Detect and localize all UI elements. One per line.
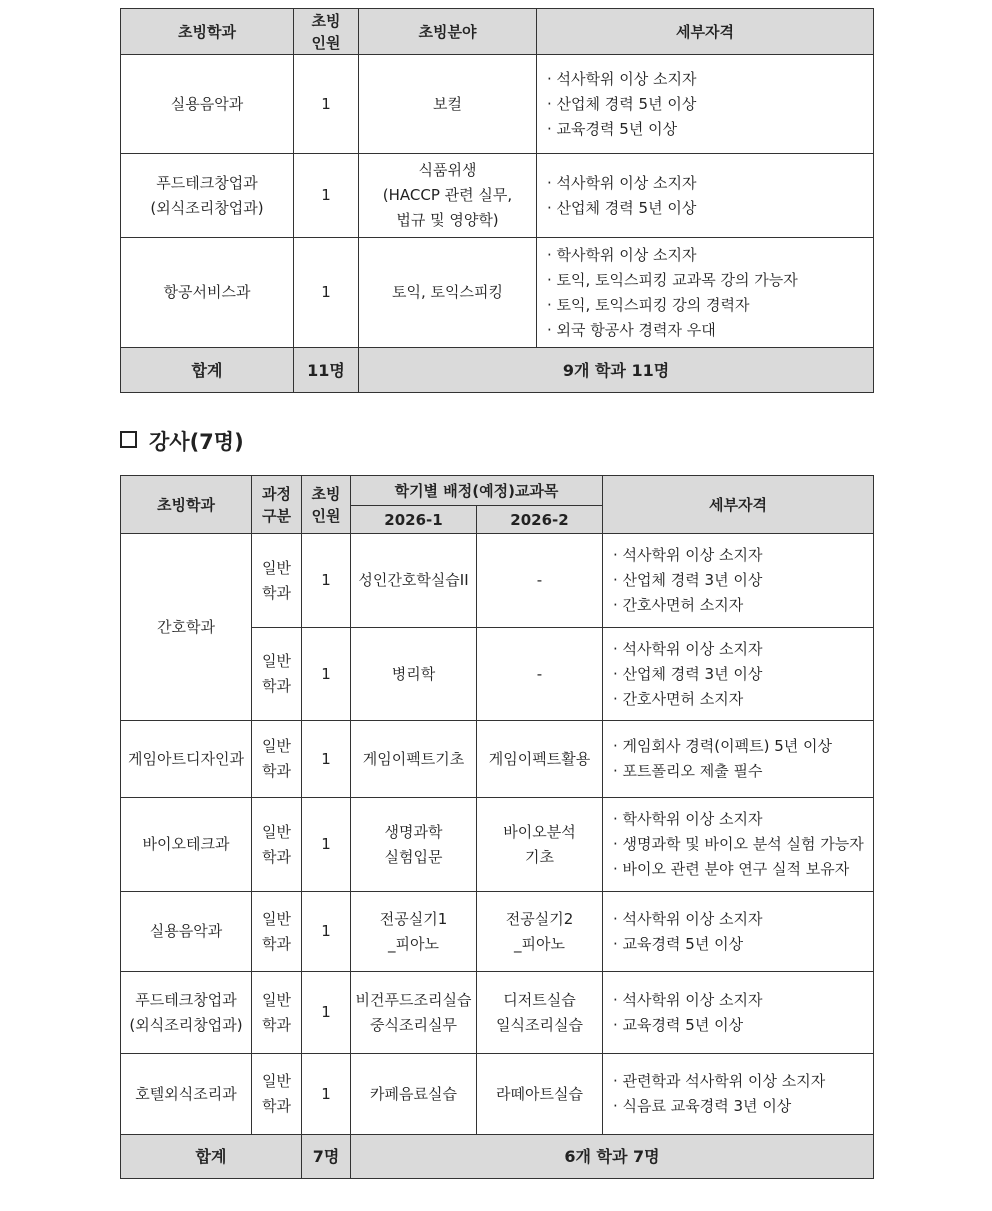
count-cell: 1 [302, 721, 351, 798]
square-icon [120, 431, 137, 448]
header-sem1: 2026-1 [351, 506, 477, 534]
course-cell: 일반 학과 [252, 972, 302, 1054]
qualification-item: · 관련학과 석사학위 이상 소지자 [613, 1069, 873, 1094]
course-cell: 일반 학과 [252, 892, 302, 972]
qualification-item: · 학사학위 이상 소지자 [613, 807, 873, 832]
total-row [121, 348, 874, 393]
qualification-item: · 간호사면허 소지자 [613, 593, 873, 618]
table-row [121, 721, 874, 798]
sem1-cell: 생명과학 실험입문 [351, 798, 477, 892]
header-qual: 세부자격 [603, 476, 874, 534]
qual-cell [537, 238, 874, 348]
qual-cell [603, 1054, 874, 1135]
sem2-cell: 디저트실습 일식조리실습 [477, 972, 603, 1054]
count-cell: 1 [302, 892, 351, 972]
header-qual: 세부자격 [537, 9, 874, 55]
sem1-cell: 성인간호학실습II [351, 534, 477, 628]
sem2-cell: - [477, 628, 603, 721]
table-row [121, 972, 874, 1054]
section-title: 강사(7명) [120, 426, 244, 458]
table-row [121, 892, 874, 972]
header-sem2: 2026-2 [477, 506, 603, 534]
qual-cell [603, 721, 874, 798]
header-subjects: 학기별 배정(예정)교과목 [351, 476, 603, 506]
course-cell: 일반 학과 [252, 628, 302, 721]
qualification-item: · 석사학위 이상 소지자 [613, 907, 873, 932]
count-cell: 1 [302, 534, 351, 628]
sem1-cell: 병리학 [351, 628, 477, 721]
qualification-item: · 석사학위 이상 소지자 [613, 637, 873, 662]
field-cell: 식품위생 (HACCP 관련 실무, 법규 및 영양학) [359, 154, 537, 238]
sem1-cell: 카페음료실습 [351, 1054, 477, 1135]
qualification-item: · 게임회사 경력(이펙트) 5년 이상 [613, 734, 873, 759]
dept-cell: 게임아트디자인과 [121, 721, 252, 798]
total-summary: 9개 학과 11명 [359, 348, 874, 393]
sem1-cell: 게임이펙트기초 [351, 721, 477, 798]
count-cell: 1 [302, 628, 351, 721]
dept-cell: 바이오테크과 [121, 798, 252, 892]
qualification-item: · 포트폴리오 제출 필수 [613, 759, 873, 784]
table-row [121, 1054, 874, 1135]
table-row [121, 154, 874, 238]
count-cell: 1 [294, 55, 359, 154]
qualification-item: · 토익, 토익스피킹 강의 경력자 [547, 293, 873, 318]
qual-cell [603, 628, 874, 721]
qualification-item: · 교육경력 5년 이상 [613, 932, 873, 957]
total-label: 합계 [121, 348, 294, 393]
qualification-item: · 석사학위 이상 소지자 [547, 171, 873, 196]
total-label: 합계 [121, 1135, 302, 1179]
dept-cell: 푸드테크창업과 (외식조리창업과) [121, 154, 294, 238]
qualification-item: · 석사학위 이상 소지자 [613, 543, 873, 568]
qualification-item: · 석사학위 이상 소지자 [547, 67, 873, 92]
total-summary: 6개 학과 7명 [351, 1135, 874, 1179]
qual-cell [537, 154, 874, 238]
course-cell: 일반 학과 [252, 798, 302, 892]
sem1-cell: 전공실기1 _피아노 [351, 892, 477, 972]
total-count: 7명 [302, 1135, 351, 1179]
qualification-item: · 교육경력 5년 이상 [613, 1013, 873, 1038]
qualification-item: · 간호사면허 소지자 [613, 687, 873, 712]
table-row [121, 55, 874, 154]
qualification-item: · 산업체 경력 3년 이상 [613, 568, 873, 593]
field-cell: 토익, 토익스피킹 [359, 238, 537, 348]
qualification-item: · 산업체 경력 5년 이상 [547, 92, 873, 117]
qualification-item: · 토익, 토익스피킹 교과목 강의 가능자 [547, 268, 873, 293]
sem2-cell: - [477, 534, 603, 628]
course-cell: 일반 학과 [252, 721, 302, 798]
dept-cell: 항공서비스과 [121, 238, 294, 348]
header-field: 초빙분야 [359, 9, 537, 55]
table-row [121, 798, 874, 892]
table-row [121, 534, 874, 628]
dept-cell: 푸드테크창업과 (외식조리창업과) [121, 972, 252, 1054]
qualification-item: · 식음료 교육경력 3년 이상 [613, 1094, 873, 1119]
sem2-cell: 바이오분석 기초 [477, 798, 603, 892]
course-cell: 일반 학과 [252, 1054, 302, 1135]
qual-cell [603, 972, 874, 1054]
field-cell: 보컬 [359, 55, 537, 154]
qualification-item: · 외국 항공사 경력자 우대 [547, 318, 873, 343]
total-row [121, 1135, 874, 1179]
header-count: 초빙 인원 [294, 9, 359, 55]
sem2-cell: 라떼아트실습 [477, 1054, 603, 1135]
dept-cell: 호텔외식조리과 [121, 1054, 252, 1135]
qualification-item: · 교육경력 5년 이상 [547, 117, 873, 142]
qualification-item: · 바이오 관련 분야 연구 실적 보유자 [613, 857, 873, 882]
qualification-item: · 산업체 경력 5년 이상 [547, 196, 873, 221]
qual-cell [603, 892, 874, 972]
qual-cell [537, 55, 874, 154]
header-dept: 초빙학과 [121, 9, 294, 55]
course-cell: 일반 학과 [252, 534, 302, 628]
qualification-item: · 생명과학 및 바이오 분석 실험 가능자 [613, 832, 873, 857]
qual-cell [603, 534, 874, 628]
qualification-item: · 학사학위 이상 소지자 [547, 243, 873, 268]
count-cell: 1 [302, 798, 351, 892]
total-count: 11명 [294, 348, 359, 393]
instructor-table [120, 475, 874, 1179]
header-course: 과정 구분 [252, 476, 302, 534]
qualification-item: · 석사학위 이상 소지자 [613, 988, 873, 1013]
dept-cell: 실용음악과 [121, 892, 252, 972]
header-dept: 초빙학과 [121, 476, 252, 534]
sem1-cell: 비건푸드조리실습 중식조리실무 [351, 972, 477, 1054]
professor-table [120, 8, 874, 393]
table-row [121, 238, 874, 348]
header-count: 초빙 인원 [302, 476, 351, 534]
sem2-cell: 게임이펙트활용 [477, 721, 603, 798]
dept-cell: 간호학과 [121, 534, 252, 721]
count-cell: 1 [294, 238, 359, 348]
count-cell: 1 [294, 154, 359, 238]
qual-cell [603, 798, 874, 892]
qualification-item: · 산업체 경력 3년 이상 [613, 662, 873, 687]
sem2-cell: 전공실기2 _피아노 [477, 892, 603, 972]
count-cell: 1 [302, 972, 351, 1054]
count-cell: 1 [302, 1054, 351, 1135]
dept-cell: 실용음악과 [121, 55, 294, 154]
